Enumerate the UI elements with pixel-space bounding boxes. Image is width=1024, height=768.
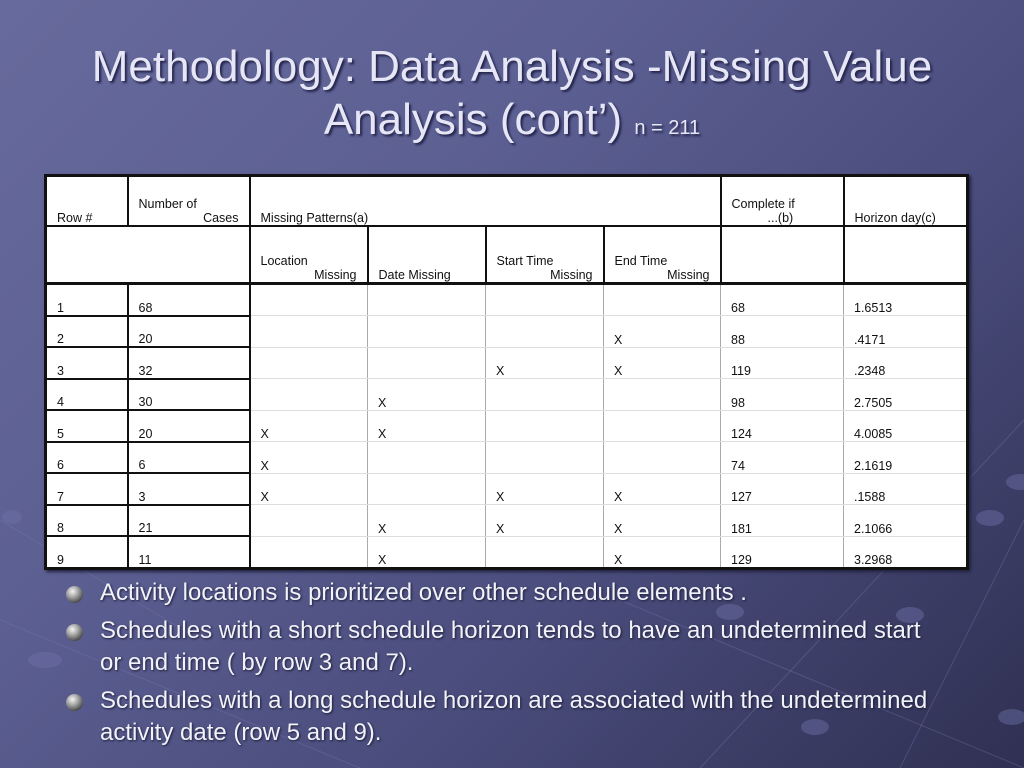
horizon-day-cell: 1.6513	[844, 284, 968, 316]
table-row	[46, 410, 968, 442]
header-horizon-day: Horizon day(c)	[844, 176, 968, 227]
date-missing-cell	[368, 442, 486, 474]
row-number-cell: 5	[46, 410, 128, 442]
header-start-time-missing	[486, 226, 604, 284]
header-cases-line-2: Cases	[203, 211, 239, 225]
bullet-text: Activity locations is prioritized over other schedule elements .	[100, 579, 747, 606]
end-time-missing-cell: X	[604, 316, 721, 348]
location-missing-cell	[250, 347, 368, 379]
cases-cell: 20	[128, 410, 250, 442]
complete-if-cell: 119	[721, 347, 844, 379]
horizon-day-cell: 4.0085	[844, 410, 968, 442]
bullet-item	[66, 615, 946, 679]
end-time-missing-cell: X	[604, 347, 721, 379]
horizon-day-cell: .4171	[844, 316, 968, 348]
row-number-cell: 2	[46, 316, 128, 348]
date-missing-cell	[368, 284, 486, 316]
start-time-missing-cell	[486, 410, 604, 442]
bullet-text: Schedules with a short schedule horizon tends to have an undetermined start or end time ( by row 3 and 7).	[100, 617, 921, 676]
start-time-missing-cell: X	[486, 473, 604, 505]
header-start-line-2: Missing	[550, 268, 593, 282]
end-time-missing-cell: X	[604, 536, 721, 568]
row-number-cell: 9	[46, 536, 128, 568]
bullet-item	[66, 685, 946, 749]
header-location-line-2: Missing	[314, 268, 357, 282]
location-missing-cell: X	[250, 473, 368, 505]
end-time-missing-cell: X	[604, 473, 721, 505]
table-row	[46, 347, 968, 379]
complete-if-cell: 127	[721, 473, 844, 505]
missing-value-table	[44, 174, 969, 570]
date-missing-cell: X	[368, 379, 486, 411]
date-missing-cell: X	[368, 536, 486, 568]
header-missing-patterns: Missing Patterns(a)	[250, 176, 721, 227]
header-empty-horizon	[844, 226, 968, 284]
cases-cell: 30	[128, 379, 250, 411]
title-line-2	[0, 93, 1024, 155]
table-row	[46, 473, 968, 505]
horizon-day-cell: .1588	[844, 473, 968, 505]
location-missing-cell: X	[250, 410, 368, 442]
title-line-2-text: Analysis (cont’)	[323, 95, 623, 144]
sphere-bullet-icon	[66, 694, 83, 711]
slide-title	[0, 40, 1024, 155]
table-row	[46, 316, 968, 348]
sphere-bullet-icon	[66, 586, 83, 603]
start-time-missing-cell	[486, 536, 604, 568]
title-line-1: Methodology: Data Analysis -Missing Value	[91, 42, 933, 91]
end-time-missing-cell	[604, 410, 721, 442]
bullet-text: Schedules with a long schedule horizon are associated with the undetermined activity date (row 5 and 9).	[100, 687, 928, 746]
date-missing-cell: X	[368, 410, 486, 442]
header-location-line-1: Location	[260, 254, 308, 268]
date-missing-cell: X	[368, 505, 486, 537]
start-time-missing-cell	[486, 284, 604, 316]
location-missing-cell	[250, 379, 368, 411]
row-number-cell: 3	[46, 347, 128, 379]
header-location-missing	[250, 226, 368, 284]
start-time-missing-cell	[486, 379, 604, 411]
complete-if-cell: 88	[721, 316, 844, 348]
location-missing-cell	[250, 536, 368, 568]
header-start-line-1: Start Time	[496, 254, 554, 268]
horizon-day-cell: 3.2968	[844, 536, 968, 568]
end-time-missing-cell	[604, 442, 721, 474]
location-missing-cell	[250, 505, 368, 537]
header-complete-if	[721, 176, 844, 227]
sample-size-label: n = 211	[634, 117, 701, 139]
end-time-missing-cell: X	[604, 505, 721, 537]
table-row	[46, 284, 968, 316]
row-number-cell: 7	[46, 473, 128, 505]
header-row-2	[46, 226, 968, 284]
header-row-number: Row #	[46, 176, 128, 227]
table-row	[46, 379, 968, 411]
row-number-cell: 1	[46, 284, 128, 316]
horizon-day-cell: .2348	[844, 347, 968, 379]
cases-cell: 21	[128, 505, 250, 537]
complete-if-cell: 124	[721, 410, 844, 442]
horizon-day-cell: 2.1619	[844, 442, 968, 474]
end-time-missing-cell	[604, 284, 721, 316]
horizon-day-cell: 2.1066	[844, 505, 968, 537]
start-time-missing-cell	[486, 442, 604, 474]
table-row	[46, 536, 968, 568]
horizon-day-cell: 2.7505	[844, 379, 968, 411]
bullet-list	[66, 577, 946, 755]
start-time-missing-cell: X	[486, 505, 604, 537]
header-end-line-1: End Time	[614, 254, 668, 268]
complete-if-cell: 68	[721, 284, 844, 316]
table-row	[46, 442, 968, 474]
row-number-cell: 6	[46, 442, 128, 474]
start-time-missing-cell: X	[486, 347, 604, 379]
date-missing-cell	[368, 316, 486, 348]
table-row	[46, 505, 968, 537]
location-missing-cell	[250, 284, 368, 316]
sphere-bullet-icon	[66, 624, 83, 641]
bullet-item	[66, 577, 946, 609]
location-missing-cell	[250, 316, 368, 348]
date-missing-cell	[368, 347, 486, 379]
header-number-of-cases	[128, 176, 250, 227]
cases-cell: 6	[128, 442, 250, 474]
cases-cell: 20	[128, 316, 250, 348]
date-missing-cell	[368, 473, 486, 505]
start-time-missing-cell	[486, 316, 604, 348]
header-empty-cell	[46, 226, 250, 284]
header-cases-line-1: Number of	[138, 197, 197, 211]
cases-cell: 3	[128, 473, 250, 505]
header-row-1	[46, 176, 968, 227]
header-end-time-missing	[604, 226, 721, 284]
location-missing-cell: X	[250, 442, 368, 474]
header-complete-line-2: ...(b)	[767, 211, 794, 225]
complete-if-cell: 181	[721, 505, 844, 537]
header-end-line-2: Missing	[667, 268, 710, 282]
header-date-missing: Date Missing	[368, 226, 486, 284]
end-time-missing-cell	[604, 379, 721, 411]
cases-cell: 32	[128, 347, 250, 379]
complete-if-cell: 98	[721, 379, 844, 411]
row-number-cell: 8	[46, 505, 128, 537]
cases-cell: 11	[128, 536, 250, 568]
complete-if-cell: 129	[721, 536, 844, 568]
row-number-cell: 4	[46, 379, 128, 411]
header-complete-line-1: Complete if	[731, 197, 795, 211]
cases-cell: 68	[128, 284, 250, 316]
complete-if-cell: 74	[721, 442, 844, 474]
table-body	[46, 284, 968, 569]
header-empty-complete	[721, 226, 844, 284]
